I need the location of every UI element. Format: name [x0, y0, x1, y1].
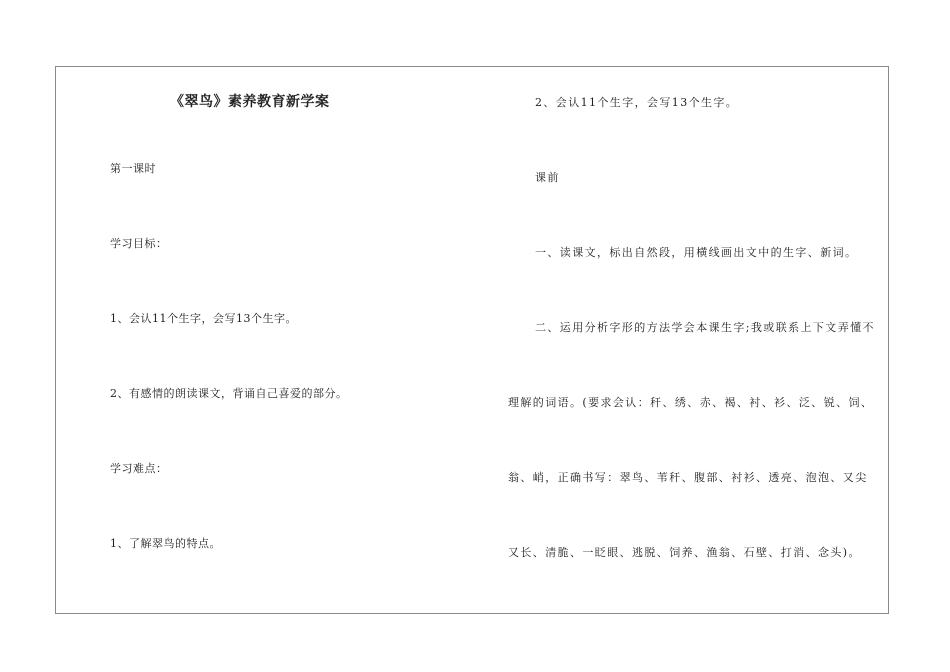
pre-class-task-1: 一、读课文，标出自然段，用横线画出文中的生字、新词。	[535, 246, 858, 259]
pre-class-task-2-cont-1: 理解的词语。(要求会认：秆、绣、赤、褐、衬、衫、泛、锐、饲、	[508, 396, 874, 409]
learning-goals-heading: 学习目标：	[110, 237, 168, 250]
learning-goal-2: 2、有感情的朗读课文，背诵自己喜爱的部分。	[110, 387, 348, 400]
pre-class-task-2: 二、运用分析字形的方法学会本课生字;我或联系上下文弄懂不	[535, 321, 875, 334]
learning-goal-1: 1、会认11个生字，会写13个生字。	[110, 312, 297, 325]
difficulty-1: 1、了解翠鸟的特点。	[110, 537, 221, 550]
pre-class-task-2-cont-2: 翁、峭，正确书写：翠鸟、苇秆、腹部、衬衫、透亮、泡泡、又尖	[508, 471, 868, 484]
pre-class-task-2-cont-3: 又长、清脆、一眨眼、逃脱、饲养、渔翁、石壁、打消、念头)。	[508, 546, 861, 559]
pre-class-heading: 课前	[535, 171, 560, 184]
goal-2-continued: 2、会认11个生字，会写13个生字。	[535, 96, 739, 109]
lesson-period: 第一课时	[110, 162, 156, 175]
page-frame	[55, 66, 889, 614]
document-title: 《翠鸟》素养教育新学案	[170, 94, 330, 110]
difficulty-heading: 学习难点：	[110, 462, 168, 475]
